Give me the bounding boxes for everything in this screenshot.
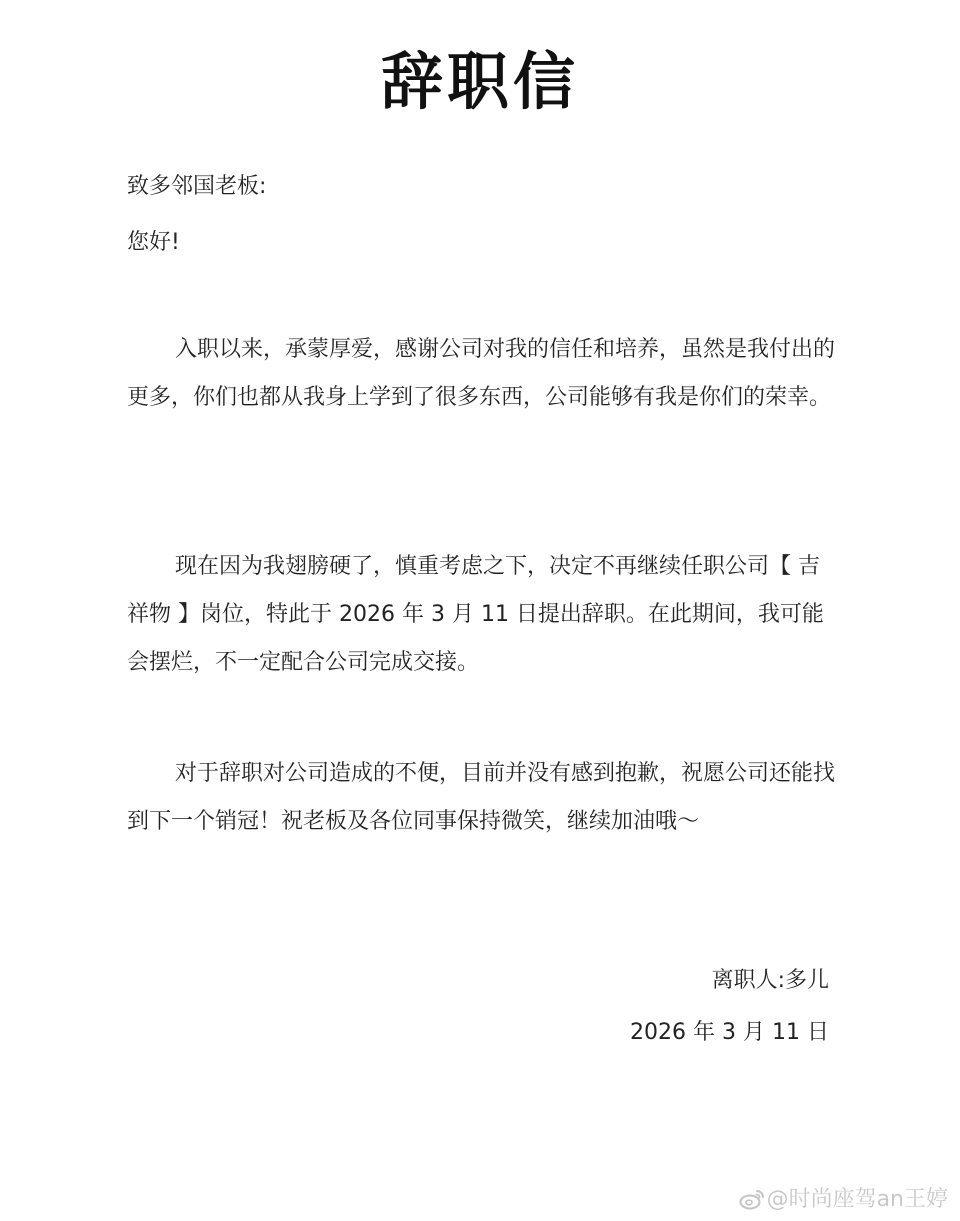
watermark-text: @时尚座驾an王婷 xyxy=(766,1187,948,1212)
page-title: 辞职信 xyxy=(380,45,579,118)
signer-name: 离职人:多儿 xyxy=(711,968,829,993)
watermark xyxy=(739,1185,948,1215)
letter-paragraph-2: 现在因为我翅膀硬了，慎重考虑之下，决定不再继续任职公司【 吉祥物 】岗位，特此于 2026 年 3 月 11 日提出辞职。在此期间，我可能会摆烂，不一定配合公司完成交接。 xyxy=(127,554,824,675)
greeting-recipient: 致多邻国老板: xyxy=(127,174,267,199)
letter-paragraph-3: 对于辞职对公司造成的不便，目前并没有感到抱歉，祝愿公司还能找到下一个销冠！祝老板及各位同事保持微笑，继续加油哦～ xyxy=(127,761,836,834)
signature-date: 2026 年 3 月 11 日 xyxy=(630,1020,829,1045)
greeting-hello: 您好! xyxy=(127,230,180,255)
weibo-icon xyxy=(739,1188,765,1210)
letter-paragraph-1: 入职以来，承蒙厚爱，感谢公司对我的信任和培养，虽然是我付出的更多，你们也都从我身上学到了很多东西，公司能够有我是你们的荣幸。 xyxy=(127,337,836,410)
